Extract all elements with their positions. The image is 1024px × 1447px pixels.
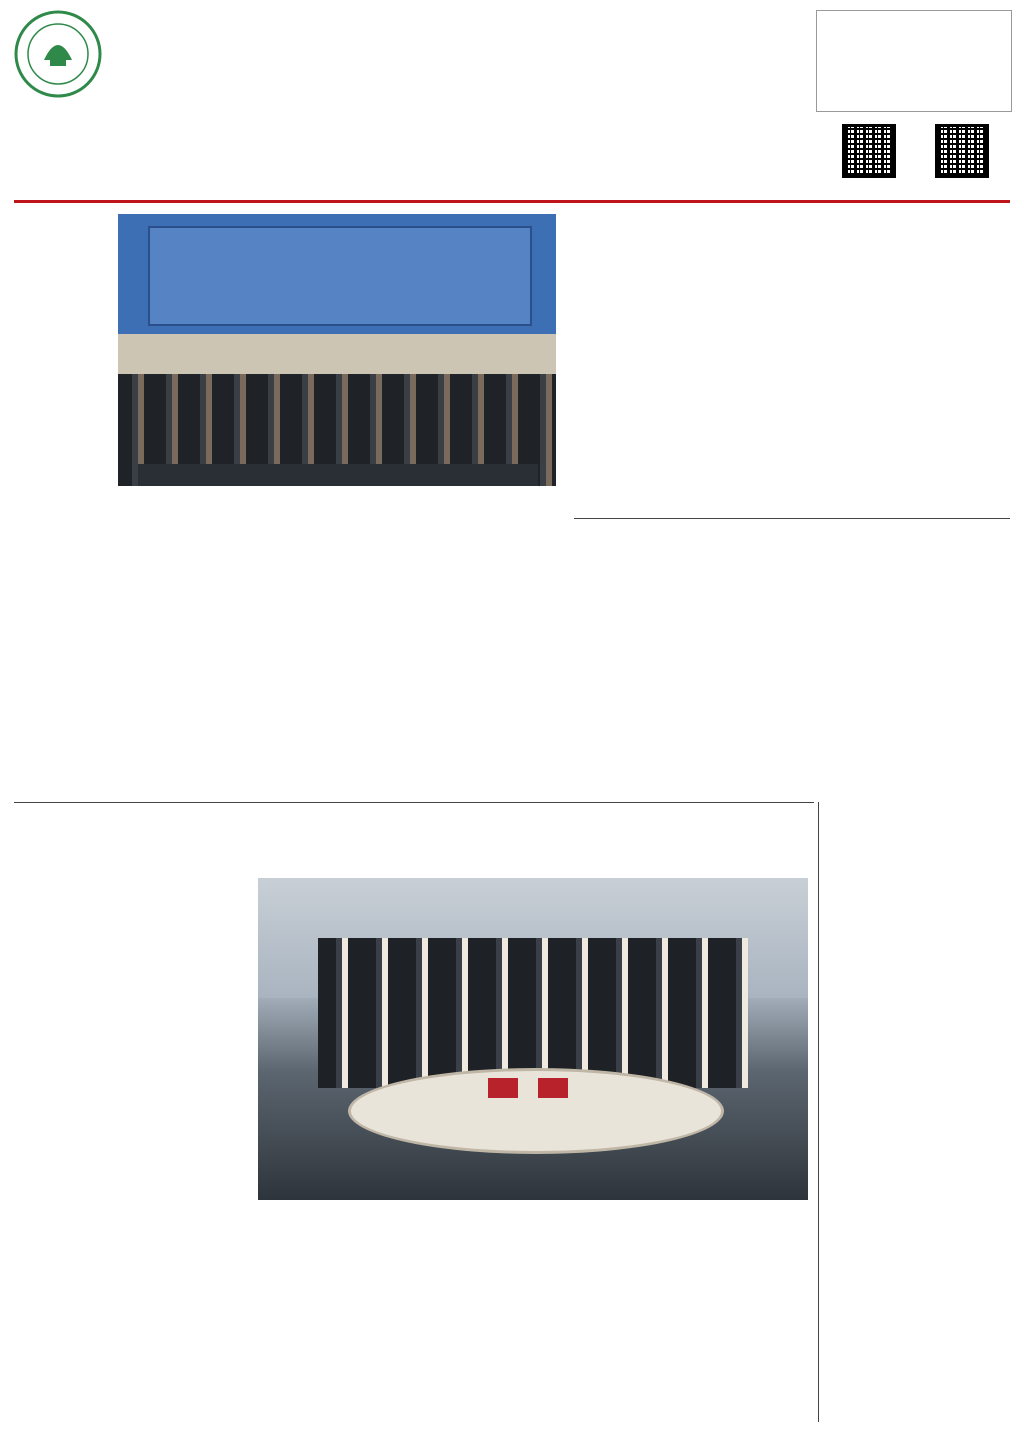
guide-list: [817, 11, 1011, 17]
divider: [574, 518, 1010, 519]
article4-col1: [30, 880, 248, 1420]
article1-col2: [336, 494, 556, 794]
qr-code-wechat[interactable]: [842, 124, 896, 178]
masthead-info: [296, 164, 332, 192]
guide-box: [816, 10, 1012, 112]
divider: [818, 802, 819, 1422]
article2-col1: [578, 310, 786, 510]
article2-col2: [792, 310, 1010, 510]
article5-text: [824, 808, 944, 1408]
divider: [14, 802, 814, 803]
article1-photo: [118, 214, 556, 486]
article5-headline: [950, 850, 1006, 1350]
school-emblem: [14, 10, 102, 98]
article4-col3: [534, 1208, 808, 1428]
qr-code-weibo[interactable]: [935, 124, 989, 178]
article1-headline: [40, 238, 98, 798]
article1-col1: [118, 494, 330, 794]
article4-col2: [258, 1208, 526, 1428]
masthead-title: [150, 10, 810, 150]
article3-col2: [792, 582, 1010, 786]
article4-photo: [258, 878, 808, 1200]
article3-col1: [578, 582, 786, 786]
masthead-rule: [14, 200, 1010, 203]
